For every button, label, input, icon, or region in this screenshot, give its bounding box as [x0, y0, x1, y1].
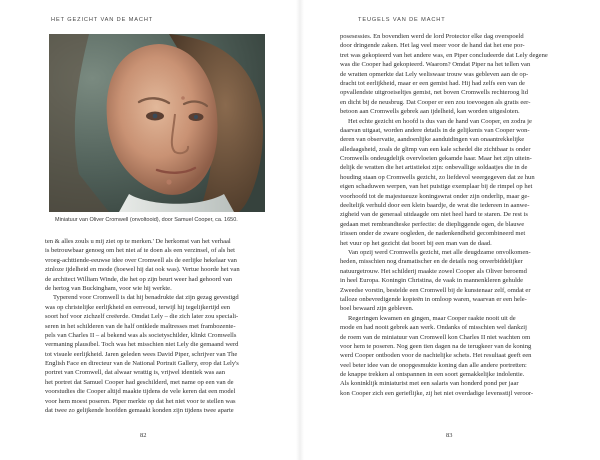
- text-line: delijk de wratten die het artistiekst zijn: onbevallige soldaatjes die in de: [340, 164, 528, 172]
- text-line: Als koninklijk miniaturist met een salaris van honderd pond per jaar: [340, 380, 519, 388]
- text-line: pels van Charles II – al bekend was als societyschilder, klinkt Cromwells: [45, 331, 237, 339]
- text-line: Het echte gezicht en hoofd is dus van de hand van Cooper, en zodra je: [348, 117, 532, 125]
- text-line: eigen schaduwen werpen, van het puistige exemplaar bij de rimpel op het: [340, 183, 533, 191]
- text-line: ten & alles zouls u mij ziet op te merken.' De herkomst van het verhaal: [45, 238, 231, 245]
- text-line: en dicht bij de neusbrug. Dat Cooper er een zou toevoegen als gratis eer-: [340, 98, 531, 106]
- right-page-body-text: [340, 32, 558, 398]
- text-line: kon Cooper zich een gerieflijke, zij het niet overdadige levensstijl veroor-: [340, 389, 534, 397]
- text-line: in heel Europa. Koningin Christina, de vaak in mannenkleren gehulde: [340, 277, 524, 285]
- text-line: posesessies. En bovendien werd de lord Protector elke dag overspoeld: [340, 33, 524, 40]
- text-line: is betrouwbaar genoeg om het niet af te doen als een verzinsel, of als het: [45, 247, 235, 255]
- text-line: irissen onder de zware oogleden, de nadenkendheid gecombineerd met: [340, 230, 526, 238]
- running-head-left: HET GEZICHT VAN DE MACHT: [51, 17, 154, 23]
- page-number-right: 83: [446, 432, 453, 439]
- text-line: natuurgetrouw. Het schilderij maakte zowel Cooper als Oliver beroemd: [340, 267, 527, 275]
- text-line: dracht tot eerlijkheid, maar er een gemist had. Hij had zelfs een van de: [340, 79, 525, 87]
- text-line: deren van observatie, aandoenlijke aanduidingen van onaantrekkelijke: [340, 136, 525, 144]
- text-line: daarvan uitgaat, worden andere details in de gelijkenis van Cooper won-: [340, 126, 530, 134]
- text-line: vermaning plausibel. Toch was het misschien niet Lely die gemaand werd: [45, 341, 239, 349]
- text-line: voorstudies die Cooper altijd maakte tijdens de vele keren dat een model: [45, 388, 236, 396]
- text-line: door dringende zaken. Het lag veel meer voor de hand dat het ene por-: [340, 42, 525, 50]
- text-line: de wratten opmerkte dat Lely weliswaar trouw was gebleven aan de op-: [340, 70, 529, 78]
- text-line: tret was gekopieerd van het andere was, en Piper concludeerde dat Lely degene: [340, 51, 548, 59]
- text-line: Zweedse vorstin, bestelde een Cromwell bij de kunstenaar zelf, omdat er: [340, 286, 531, 294]
- text-line: opvallendste uitgroeiseltjes gemist, net boven Cromwells rechteroog lid: [340, 89, 528, 97]
- text-line: gedaan met rembrandteske perfectie: de diepliggende ogen, de blauwe: [340, 220, 525, 228]
- text-line: de hertog van Buckingham, voor wie hij werkte.: [45, 284, 172, 292]
- text-line: dat twee zo gelijkende hoofden gemaakt konden zijn tijdens twee aparte: [45, 407, 234, 415]
- text-line: de architect William Winde, die het op zijn beurt weer had gehoord van: [45, 275, 233, 283]
- text-line: portret van Cromwell, dat alwaar wrattig is, vrijwel identiek was aan: [45, 369, 225, 377]
- text-line: deeltelijk verhuld door een klein baardje, de wrat die iedereen in aanwe-: [340, 202, 530, 210]
- text-line: seren in het schilderen van de half ontklede maîtresses met frambozente-: [45, 322, 236, 330]
- text-line: betoon aan Cromwells gebrek aan ijdelheid, kan worden uitgesloten.: [340, 108, 520, 116]
- text-line: vroeg-achttiende-eeuwse idee over Cromwell als de eerlijke hekelaar van: [45, 256, 237, 264]
- text-line: zinloze ijdelheid en mode (hoewel hij dat ook was). Vertue hoorde het van: [45, 266, 240, 274]
- text-line: voorhoofd tot de majestueuze koningswrat onder zijn onderlip, maar ge-: [340, 192, 530, 200]
- text-line: alledaagsheid, zoals de glimp van een kale schedel die zichtbaar is onder: [340, 145, 531, 153]
- text-line: soort hof voor zichzelf creëerde. Omdat Lely – die zich later zou speciali-: [45, 313, 239, 321]
- page-number-left: 82: [140, 432, 147, 439]
- text-line: Cromwells ondeugdelijk overvloeien gekamde haar. Maar het zijn uitein-: [340, 155, 532, 163]
- left-page-body-text: [45, 237, 261, 415]
- text-line: talloze onbevredigende kopieën in omloop waren, waarvan er een hele-: [340, 295, 527, 303]
- text-line: Typerend voor Cromwell is dat hij benadrukte dat zijn gezag gevestigd: [53, 294, 239, 302]
- portrait-caption: Miniatuur van Oliver Cromwell (onvoltooid), door Samuel Cooper, ca. 1650.: [55, 217, 238, 223]
- text-line: veel beter idee van de onopgesmukte koning dan alle andere portretten:: [340, 361, 527, 369]
- text-line: boel bewaard zijn gebleven.: [340, 305, 414, 313]
- text-line: voor hem te poseren. Nog geen tien dagen na de terugkeer van de koning: [340, 342, 532, 350]
- text-line: de roem van de miniatuur van Cromwell kon Charles II niet wachten om: [340, 333, 531, 341]
- text-line: tot visuele eerlijkheid. Jaren geleden wees David Piper, schrijver van The: [45, 350, 238, 358]
- text-line: houding staan op Cromwells gezicht, zo liefdevol weergegeven dat ze hun: [340, 173, 535, 181]
- text-line: English Face en directeur van de National Portrait Gallery, erop dat Lely's: [45, 360, 239, 368]
- text-line: de knappe trekken al ontspannen in een soort gemakkelijke indolentie.: [340, 371, 525, 379]
- text-line: het vuur op het gezicht dat boort bij een man van de daad.: [340, 239, 492, 247]
- text-line: Van opzij werd Cromwells gezicht, met alle deugdzame onvolkomen-: [348, 248, 531, 256]
- text-line: het portret dat Samuel Cooper had geschilderd, met name op een van de: [45, 378, 234, 386]
- running-head-right: TEUGELS VAN DE MACHT: [358, 17, 446, 23]
- text-line: heden, misschien nog dramatischer en de details nog onverbiddelijker: [340, 258, 523, 266]
- text-line: Regeringen kwamen en gingen, maar Cooper raakte nooit uit de: [348, 314, 516, 322]
- text-line: was die Cooper had gekopieerd. Waarom? Omdat Piper na het tellen van: [340, 61, 531, 69]
- right-page: [300, 0, 600, 460]
- text-line: mode en had nooit gebrek aan werk. Ondanks of misschien wel dankzij: [340, 324, 527, 332]
- text-line: was op christelijke eerlijkheid en eenvoud, terwijl hij tegelijkertijd een: [45, 303, 231, 311]
- text-line: voor hem moest poseren. Piper merkte op dat het niet voor te stellen was: [45, 397, 236, 405]
- text-line: zigheid van de generaal uitdaagde om niet heel hard te staren. De rest is: [340, 211, 528, 219]
- text-line: werd Cooper ontboden voor de nachtelijke schets. Het resultaat geeft een: [340, 352, 532, 360]
- portrait-miniature-image: [49, 34, 265, 212]
